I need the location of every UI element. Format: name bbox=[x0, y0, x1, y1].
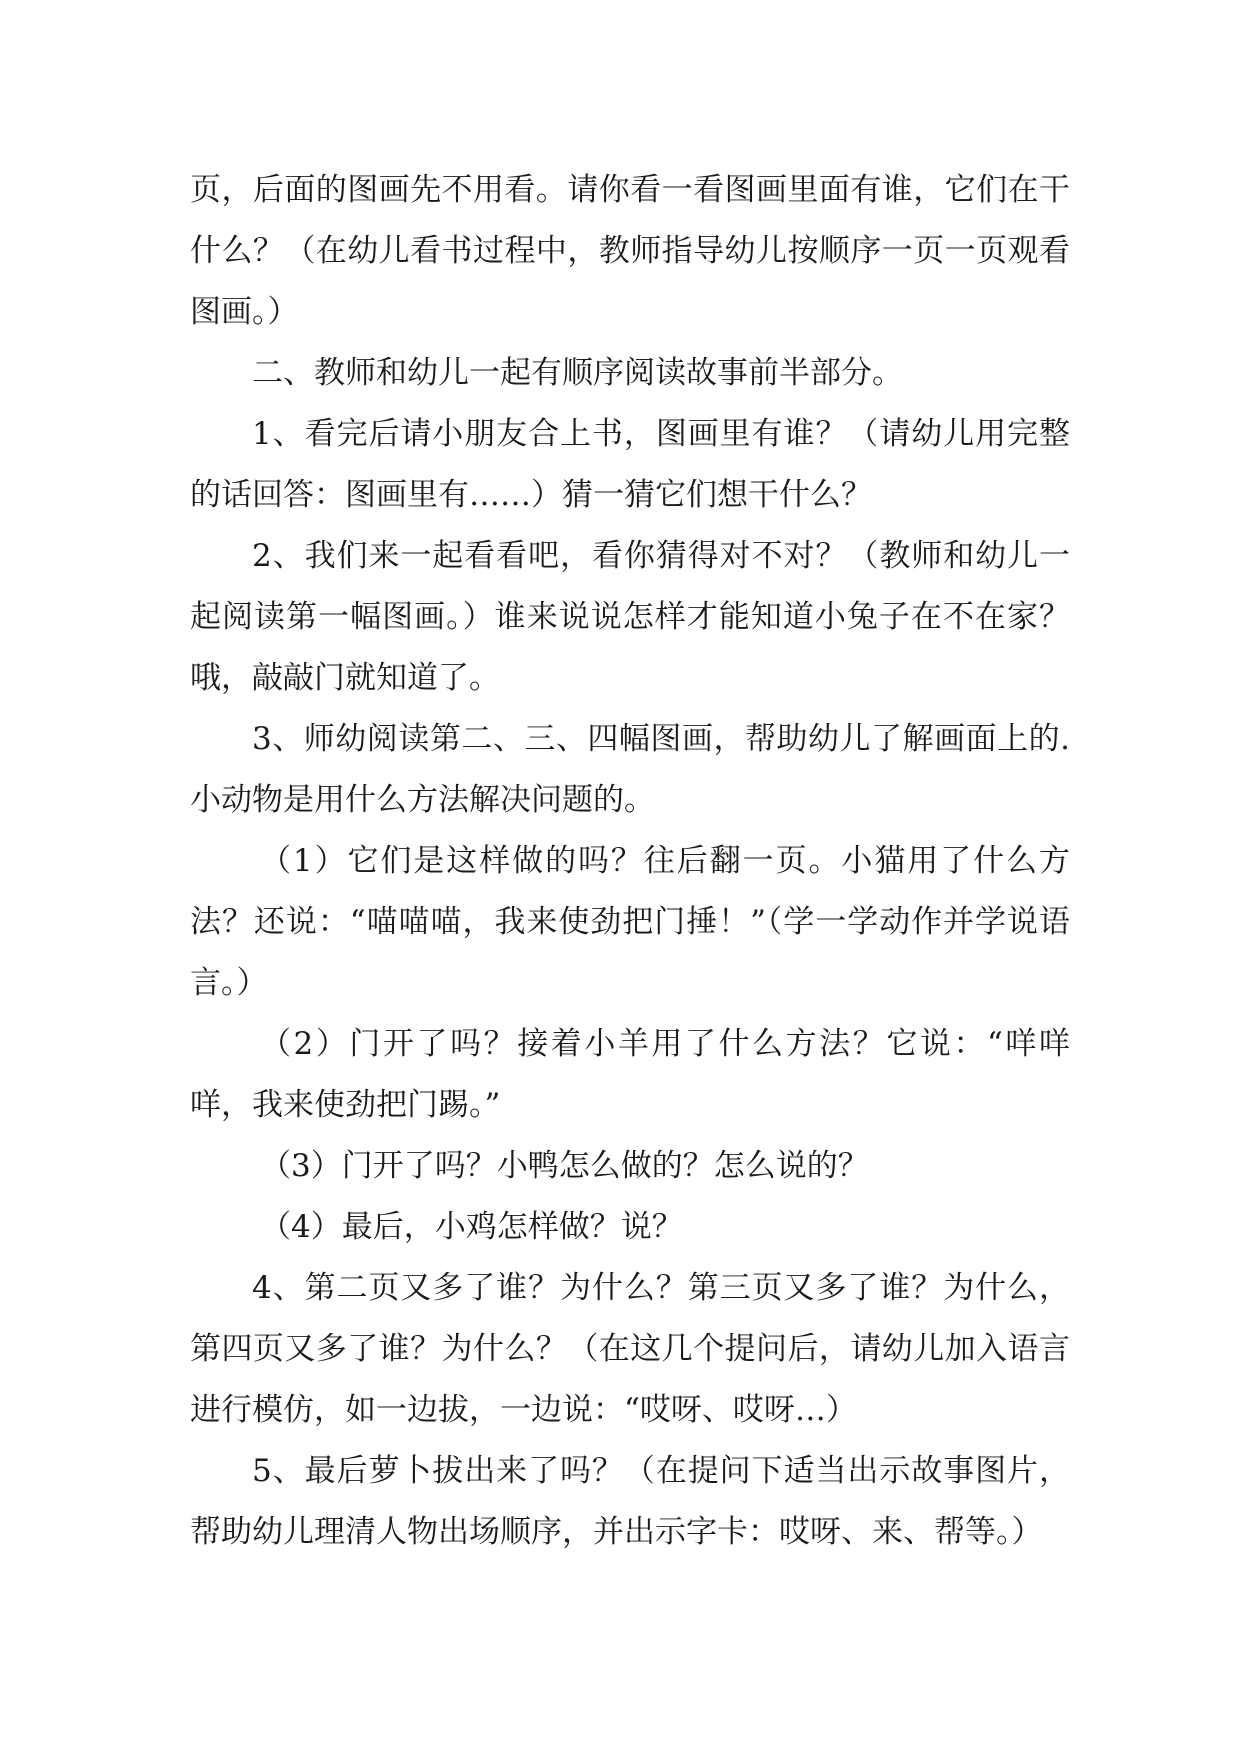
paragraph-continuation: 页，后面的图画先不用看。请你看一看图画里面有谁，它们在干什么？（在幼儿看书过程中，教师指导幼儿按顺序一页一页观看图画。） bbox=[190, 172, 1070, 330]
paragraph-item-1: 1、看完后请小朋友合上书，图画里有谁？（请幼儿用完整的话回答：图画里有……）猜一猜它们想干什么？ bbox=[190, 416, 1070, 513]
paragraph-subitem-2: （2）门开了吗？接着小羊用了什么方法？它说：“咩咩咩，我来使劲把门踢。” bbox=[190, 1026, 1070, 1123]
body-text bbox=[190, 160, 1070, 1563]
paragraph-subitem-4: （4）最后，小鸡怎样做？说？ bbox=[260, 1209, 683, 1245]
paragraph-subitem-3: （3）门开了吗？小鸭怎么做的？怎么说的？ bbox=[260, 1148, 869, 1184]
paragraph-section-two-heading: 二、教师和幼儿一起有顺序阅读故事前半部分。 bbox=[252, 355, 903, 391]
paragraph-subitem-1: （1）它们是这样做的吗？往后翻一页。小猫用了什么方法？还说：“喵喵喵，我来使劲把门捶！”（学一学动作并学说语言。） bbox=[190, 843, 1070, 1001]
paragraph-item-5: 5、最后萝卜拔出来了吗？（在提问下适当出示故事图片，帮助幼儿理清人物出场顺序，并出示字卡：哎呀、来、帮等。） bbox=[190, 1453, 1070, 1550]
paragraph-item-2: 2、我们来一起看看吧，看你猜得对不对？（教师和幼儿一起阅读第一幅图画。）谁来说说怎样才能知道小兔子在不在家？哦，敲敲门就知道了。 bbox=[190, 538, 1070, 696]
paragraph-item-3: 3、师幼阅读第二、三、四幅图画，帮助幼儿了解画面上的.小动物是用什么方法解决问题的。 bbox=[190, 721, 1070, 818]
paragraph-item-4: 4、第二页又多了谁？为什么？第三页又多了谁？为什么，第四页又多了谁？为什么？（在这几个提问后，请幼儿加入语言进行模仿，如一边拔，一边说：“哎呀、哎呀…） bbox=[190, 1270, 1070, 1428]
